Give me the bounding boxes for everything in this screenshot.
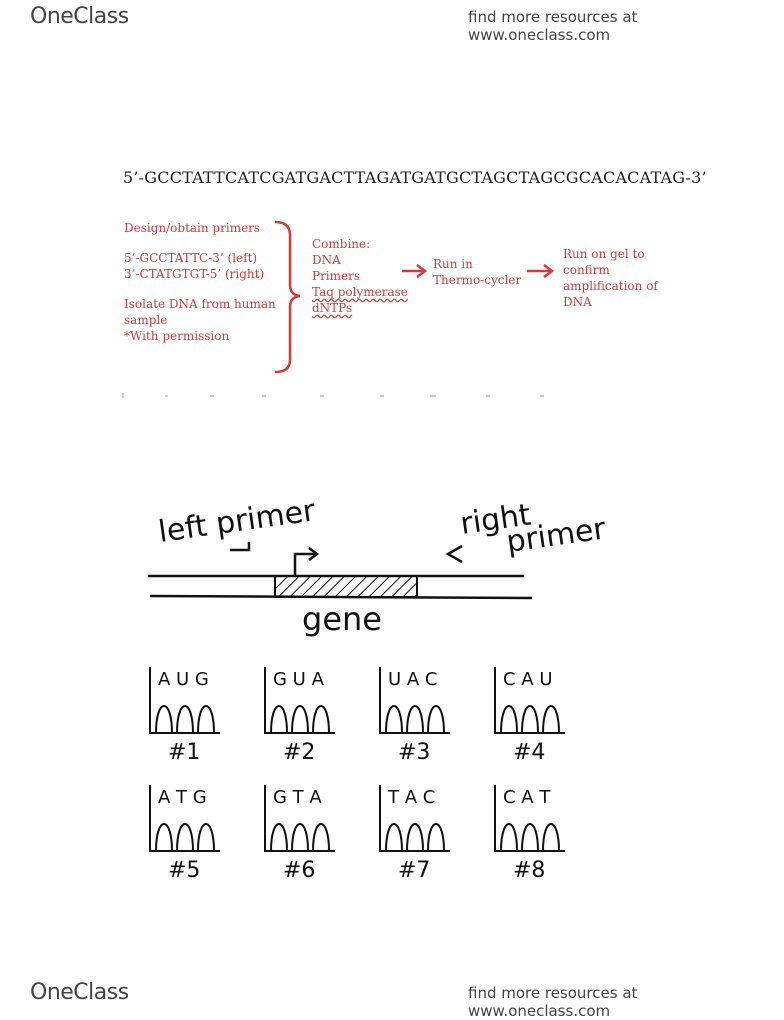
trace-peaks — [382, 706, 444, 733]
gel-line-3: amplification of — [563, 279, 658, 293]
trace-panel-2 — [265, 667, 335, 765]
trace-label: #7 — [398, 858, 431, 883]
gene-region — [275, 576, 417, 597]
trace-panel-8 — [495, 785, 565, 883]
trace-peaks — [152, 706, 214, 733]
cut-text-marks — [123, 393, 544, 398]
dna-sequence: 5’-GCCTATTCATCGATGACTTAGATGATGCTAGCTAGCGCACACATAG-3’ — [123, 168, 707, 187]
trace-peaks — [497, 824, 559, 851]
left-primer-arrow-icon — [230, 542, 249, 550]
trace-bases: G U A — [273, 669, 324, 690]
trace-bases: A T G — [158, 787, 207, 808]
footer-brand-text: OneClass — [30, 980, 129, 1005]
trace-peaks — [267, 824, 329, 851]
trace-peaks — [382, 824, 444, 851]
trace-panel-4 — [495, 667, 565, 765]
gel-line-1: Run on gel to — [563, 247, 645, 261]
right-primer-label-2: primer — [504, 511, 608, 560]
trace-bases: A U G — [158, 669, 209, 690]
trace-bases: C A T — [503, 787, 551, 808]
left-primer-label: left primer — [156, 493, 318, 550]
brand-text: OneClass — [30, 4, 129, 29]
resources-link[interactable]: find more resources at www.oneclass.com — [468, 8, 638, 44]
combine-item-dna: DNA — [312, 253, 341, 267]
trace-panel-6 — [265, 785, 335, 883]
combine-item-dntps: dNTPs — [312, 301, 353, 315]
sequencing-traces — [0, 655, 784, 895]
trace-peaks — [497, 706, 559, 733]
trace-label: #5 — [168, 858, 201, 883]
footer-resources-link[interactable]: find more resources at www.oneclass.com — [468, 984, 638, 1020]
gel-line-2: confirm — [563, 263, 610, 277]
combine-title: Combine: — [312, 237, 371, 251]
gene-label: gene — [302, 600, 382, 638]
combine-item-primers: Primers — [312, 269, 361, 283]
trace-peaks — [152, 824, 214, 851]
trace-bases: T A C — [388, 787, 436, 808]
run-line-2: Thermo-cycler — [433, 273, 522, 287]
trace-label: #3 — [398, 740, 431, 765]
combine-item-taq: Taq polymerase — [312, 285, 408, 299]
isolate-line-1: Isolate DNA from human — [124, 297, 276, 311]
trace-label: #4 — [513, 740, 546, 765]
arrow-icon-1 — [402, 265, 425, 277]
footer-brand-logo[interactable] — [30, 980, 129, 1005]
right-primer-label-1: right — [458, 497, 533, 542]
trace-panel-5 — [150, 785, 220, 883]
right-primer-arrow-icon — [448, 546, 462, 562]
arrow-icon-2 — [527, 265, 552, 277]
permission-note: *With permission — [124, 329, 230, 343]
trace-bases: G T A — [273, 787, 322, 808]
trace-panel-7 — [380, 785, 450, 883]
primer-right: 3’-CTATGTGT-5’ (right) — [124, 267, 265, 281]
flow-connectors — [0, 0, 784, 420]
trace-label: #8 — [513, 858, 546, 883]
trace-peaks — [267, 706, 329, 733]
design-title: Design/obtain primers — [124, 221, 261, 235]
trace-label: #1 — [168, 740, 201, 765]
gel-line-4: DNA — [563, 295, 592, 309]
trace-bases: U A C — [388, 669, 438, 690]
run-line-1: Run in — [433, 257, 473, 271]
brace-icon — [275, 222, 300, 372]
trace-label: #6 — [283, 858, 316, 883]
primer-left: 5’-GCCTATTC-3’ (left) — [124, 251, 258, 265]
gene-diagram — [0, 490, 784, 650]
isolate-line-2: sample — [124, 313, 168, 327]
trace-label: #2 — [283, 740, 316, 765]
trace-bases: C A U — [503, 669, 553, 690]
trace-panel-1 — [150, 667, 220, 765]
trace-panel-3 — [380, 667, 450, 765]
